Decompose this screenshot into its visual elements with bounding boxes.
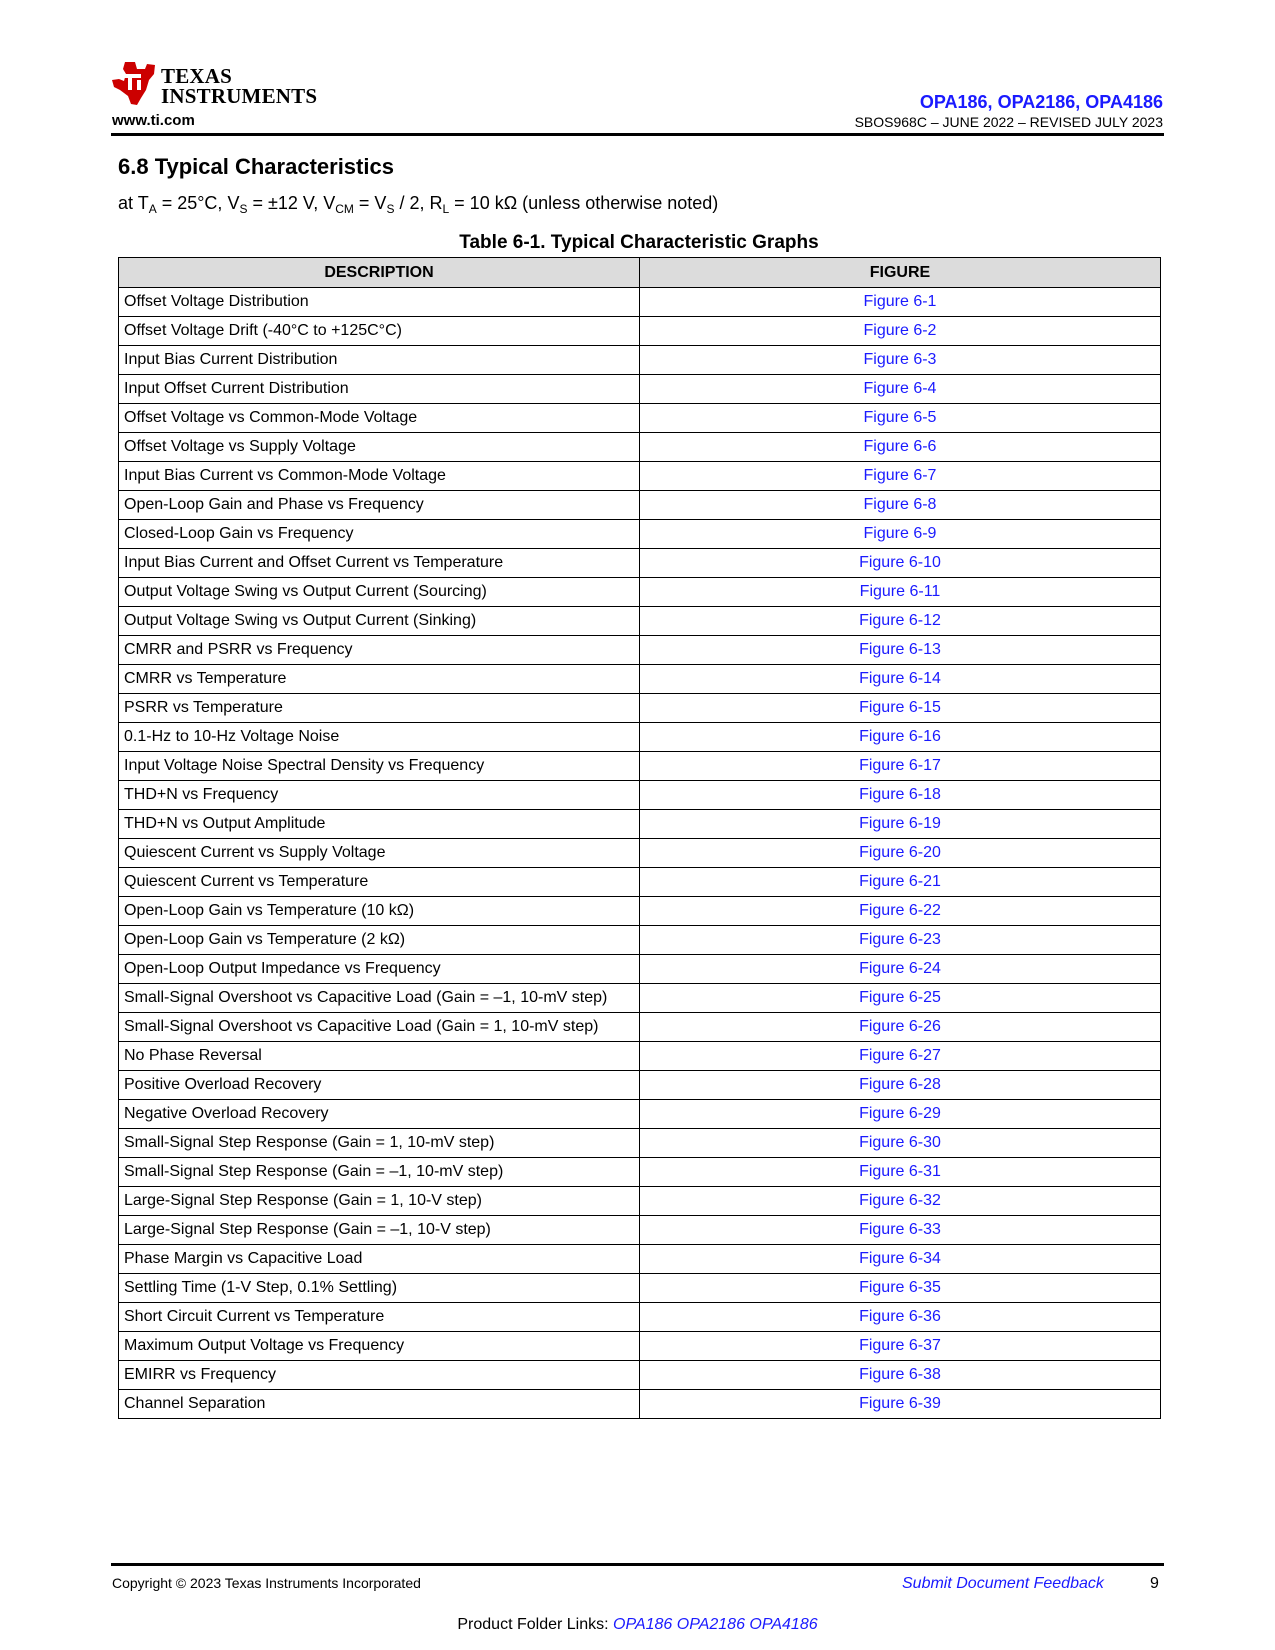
figure-link[interactable]: Figure 6-11 bbox=[640, 578, 1161, 607]
row-description: Input Offset Current Distribution bbox=[119, 375, 640, 404]
table-row bbox=[119, 1013, 1161, 1042]
ti-logo[interactable] bbox=[111, 60, 318, 108]
figure-link[interactable]: Figure 6-25 bbox=[640, 984, 1161, 1013]
figure-link[interactable]: Figure 6-14 bbox=[640, 665, 1161, 694]
row-description: Open-Loop Gain vs Temperature (2 kΩ) bbox=[119, 926, 640, 955]
row-description: Open-Loop Output Impedance vs Frequency bbox=[119, 955, 640, 984]
figure-link[interactable]: Figure 6-29 bbox=[640, 1100, 1161, 1129]
figure-link[interactable]: Figure 6-18 bbox=[640, 781, 1161, 810]
header-description: DESCRIPTION bbox=[119, 258, 640, 288]
logo-word-texas: TEXAS bbox=[161, 64, 233, 88]
figure-link[interactable]: Figure 6-8 bbox=[640, 491, 1161, 520]
table-row bbox=[119, 694, 1161, 723]
row-description: Output Voltage Swing vs Output Current (Sourcing) bbox=[119, 578, 640, 607]
product-link-opa4186[interactable]: OPA4186 bbox=[749, 1616, 818, 1633]
table-row bbox=[119, 955, 1161, 984]
row-description: Small-Signal Step Response (Gain = –1, 10-mV step) bbox=[119, 1158, 640, 1187]
product-link-opa186[interactable]: OPA186 bbox=[613, 1616, 673, 1633]
row-description: THD+N vs Output Amplitude bbox=[119, 810, 640, 839]
row-description: Settling Time (1-V Step, 0.1% Settling) bbox=[119, 1274, 640, 1303]
figure-link[interactable]: Figure 6-6 bbox=[640, 433, 1161, 462]
row-description: Offset Voltage vs Supply Voltage bbox=[119, 433, 640, 462]
table-row bbox=[119, 346, 1161, 375]
figure-link[interactable]: Figure 6-3 bbox=[640, 346, 1161, 375]
row-description: Maximum Output Voltage vs Frequency bbox=[119, 1332, 640, 1361]
table-row bbox=[119, 839, 1161, 868]
figure-link[interactable]: Figure 6-15 bbox=[640, 694, 1161, 723]
row-description: CMRR vs Temperature bbox=[119, 665, 640, 694]
figure-link[interactable]: Figure 6-21 bbox=[640, 868, 1161, 897]
row-description: Output Voltage Swing vs Output Current (Sinking) bbox=[119, 607, 640, 636]
logo-word-instruments: INSTRUMENTS bbox=[161, 84, 318, 108]
table-row bbox=[119, 1042, 1161, 1071]
row-description: Open-Loop Gain vs Temperature (10 kΩ) bbox=[119, 897, 640, 926]
figure-link[interactable]: Figure 6-5 bbox=[640, 404, 1161, 433]
table-row bbox=[119, 549, 1161, 578]
table-caption: Table 6-1. Typical Characteristic Graphs bbox=[459, 232, 819, 253]
figure-link[interactable]: Figure 6-39 bbox=[640, 1390, 1161, 1419]
row-description: Phase Margin vs Capacitive Load bbox=[119, 1245, 640, 1274]
figure-link[interactable]: Figure 6-24 bbox=[640, 955, 1161, 984]
doc-id: SBOS968C – JUNE 2022 – REVISED JULY 2023 bbox=[854, 114, 1163, 130]
table-row bbox=[119, 1390, 1161, 1419]
table-row bbox=[119, 1129, 1161, 1158]
row-description: PSRR vs Temperature bbox=[119, 694, 640, 723]
table-row bbox=[119, 1216, 1161, 1245]
row-description: Input Bias Current Distribution bbox=[119, 346, 640, 375]
row-description: EMIRR vs Frequency bbox=[119, 1361, 640, 1390]
header-rule bbox=[111, 133, 1164, 136]
table-row bbox=[119, 1071, 1161, 1100]
table-row bbox=[119, 607, 1161, 636]
row-description: Small-Signal Overshoot vs Capacitive Load (Gain = 1, 10-mV step) bbox=[119, 1013, 640, 1042]
table-row bbox=[119, 1274, 1161, 1303]
figure-link[interactable]: Figure 6-20 bbox=[640, 839, 1161, 868]
figure-link[interactable]: Figure 6-10 bbox=[640, 549, 1161, 578]
figure-link[interactable]: Figure 6-9 bbox=[640, 520, 1161, 549]
product-folder-links bbox=[0, 1616, 1275, 1634]
page-number: 9 bbox=[1150, 1575, 1159, 1592]
figure-link[interactable]: Figure 6-4 bbox=[640, 375, 1161, 404]
test-conditions: at $T_A = 25^\circ C$, $V_S = \pm 12$ V, $V_{CM} = V_S / 2$, $R_L = 10$ kΩ (unless otherwise noted) bbox=[118, 193, 719, 216]
table-row bbox=[119, 1158, 1161, 1187]
figure-link[interactable]: Figure 6-23 bbox=[640, 926, 1161, 955]
figure-link[interactable]: Figure 6-13 bbox=[640, 636, 1161, 665]
table-row bbox=[119, 868, 1161, 897]
table-row bbox=[119, 897, 1161, 926]
row-description: Input Voltage Noise Spectral Density vs Frequency bbox=[119, 752, 640, 781]
figure-link[interactable]: Figure 6-1 bbox=[640, 288, 1161, 317]
table-row bbox=[119, 1361, 1161, 1390]
row-description: THD+N vs Frequency bbox=[119, 781, 640, 810]
figure-link[interactable]: Figure 6-37 bbox=[640, 1332, 1161, 1361]
table-row bbox=[119, 1303, 1161, 1332]
ti-logo-icon bbox=[111, 60, 157, 106]
row-description: Positive Overload Recovery bbox=[119, 1071, 640, 1100]
figure-link[interactable]: Figure 6-27 bbox=[640, 1042, 1161, 1071]
table-row bbox=[119, 810, 1161, 839]
table-row bbox=[119, 317, 1161, 346]
footer-rule bbox=[111, 1563, 1164, 1566]
figure-link[interactable]: Figure 6-31 bbox=[640, 1158, 1161, 1187]
table-row bbox=[119, 1100, 1161, 1129]
table-row bbox=[119, 404, 1161, 433]
row-description: Input Bias Current and Offset Current vs Temperature bbox=[119, 549, 640, 578]
row-description: Closed-Loop Gain vs Frequency bbox=[119, 520, 640, 549]
row-description: Small-Signal Step Response (Gain = 1, 10-mV step) bbox=[119, 1129, 640, 1158]
row-description: CMRR and PSRR vs Frequency bbox=[119, 636, 640, 665]
figure-link[interactable]: Figure 6-36 bbox=[640, 1303, 1161, 1332]
row-description: Short Circuit Current vs Temperature bbox=[119, 1303, 640, 1332]
table-header-row bbox=[119, 258, 1161, 288]
row-description: Input Bias Current vs Common-Mode Voltage bbox=[119, 462, 640, 491]
table-row bbox=[119, 578, 1161, 607]
figure-link[interactable]: Figure 6-22 bbox=[640, 897, 1161, 926]
figure-link[interactable]: Figure 6-38 bbox=[640, 1361, 1161, 1390]
row-description: Offset Voltage vs Common-Mode Voltage bbox=[119, 404, 640, 433]
row-description: Large-Signal Step Response (Gain = 1, 10-V step) bbox=[119, 1187, 640, 1216]
table-row bbox=[119, 375, 1161, 404]
figure-link[interactable]: Figure 6-33 bbox=[640, 1216, 1161, 1245]
table-row bbox=[119, 1245, 1161, 1274]
row-description: Quiescent Current vs Temperature bbox=[119, 868, 640, 897]
row-description: Negative Overload Recovery bbox=[119, 1100, 640, 1129]
figure-link[interactable]: Figure 6-12 bbox=[640, 607, 1161, 636]
figure-link[interactable]: Figure 6-7 bbox=[640, 462, 1161, 491]
website-link[interactable]: www.ti.com bbox=[112, 112, 195, 129]
table-row bbox=[119, 926, 1161, 955]
table-row bbox=[119, 984, 1161, 1013]
table-row bbox=[119, 288, 1161, 317]
table-row bbox=[119, 462, 1161, 491]
table-row bbox=[119, 665, 1161, 694]
row-description: No Phase Reversal bbox=[119, 1042, 640, 1071]
table-row bbox=[119, 491, 1161, 520]
table-row bbox=[119, 433, 1161, 462]
section-title: 6.8 Typical Characteristics bbox=[118, 154, 394, 179]
product-link-opa2186[interactable]: OPA2186 bbox=[676, 1616, 745, 1633]
row-description: Channel Separation bbox=[119, 1390, 640, 1419]
figure-link[interactable]: Figure 6-35 bbox=[640, 1274, 1161, 1303]
links-label: Product Folder Links: bbox=[457, 1616, 609, 1633]
header-figure: FIGURE bbox=[640, 258, 1161, 288]
table-row bbox=[119, 752, 1161, 781]
table-row bbox=[119, 781, 1161, 810]
figure-link[interactable]: Figure 6-26 bbox=[640, 1013, 1161, 1042]
figure-link[interactable]: Figure 6-28 bbox=[640, 1071, 1161, 1100]
table-row bbox=[119, 520, 1161, 549]
row-description: Quiescent Current vs Supply Voltage bbox=[119, 839, 640, 868]
row-description: Small-Signal Overshoot vs Capacitive Load (Gain = –1, 10-mV step) bbox=[119, 984, 640, 1013]
copyright: Copyright © 2023 Texas Instruments Incorporated bbox=[112, 1575, 421, 1591]
row-description: Offset Voltage Distribution bbox=[119, 288, 640, 317]
figure-link[interactable]: Figure 6-30 bbox=[640, 1129, 1161, 1158]
table-row bbox=[119, 1187, 1161, 1216]
table-row bbox=[119, 636, 1161, 665]
row-description: Open-Loop Gain and Phase vs Frequency bbox=[119, 491, 640, 520]
row-description: Offset Voltage Drift (-40°C to +125C°C) bbox=[119, 317, 640, 346]
figure-link[interactable]: Figure 6-32 bbox=[640, 1187, 1161, 1216]
figure-link[interactable]: Figure 6-17 bbox=[640, 752, 1161, 781]
submit-feedback-link[interactable]: Submit Document Feedback bbox=[902, 1575, 1104, 1592]
figure-link[interactable]: Figure 6-2 bbox=[640, 317, 1161, 346]
part-numbers-link[interactable]: OPA186, OPA2186, OPA4186 bbox=[919, 92, 1163, 112]
table-row bbox=[119, 1332, 1161, 1361]
row-description: Large-Signal Step Response (Gain = –1, 10-V step) bbox=[119, 1216, 640, 1245]
table-row bbox=[119, 723, 1161, 752]
figure-link[interactable]: Figure 6-16 bbox=[640, 723, 1161, 752]
row-description: 0.1-Hz to 10-Hz Voltage Noise bbox=[119, 723, 640, 752]
characteristic-graphs-table bbox=[118, 257, 1161, 1419]
figure-link[interactable]: Figure 6-19 bbox=[640, 810, 1161, 839]
figure-link[interactable]: Figure 6-34 bbox=[640, 1245, 1161, 1274]
